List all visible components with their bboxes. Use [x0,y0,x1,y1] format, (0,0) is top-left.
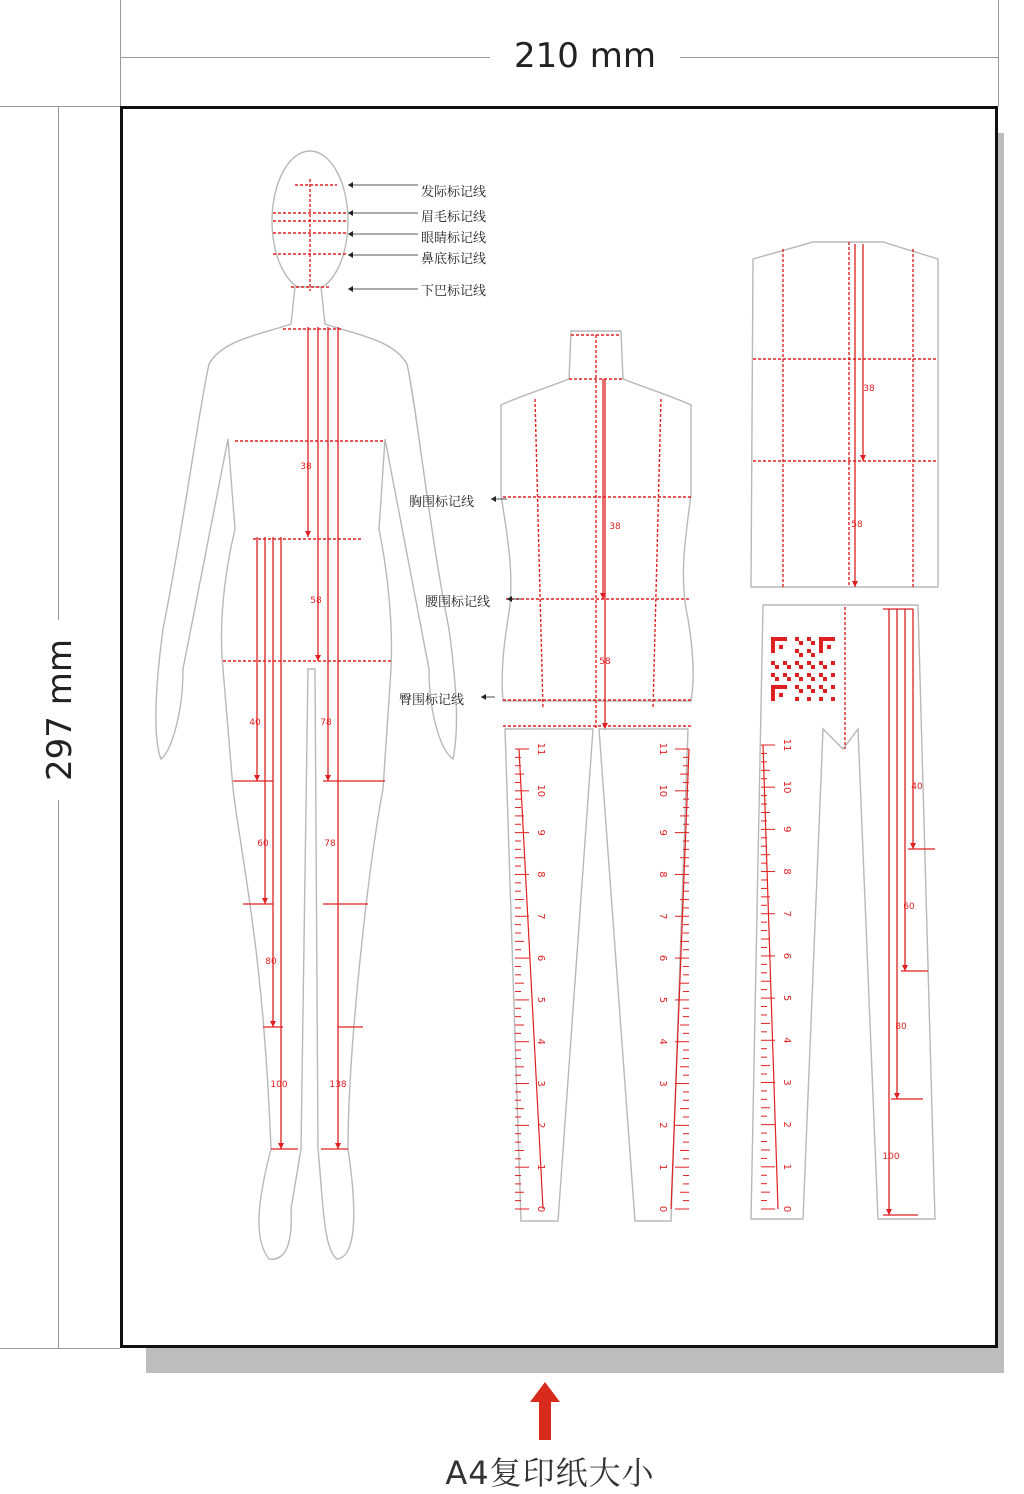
pant-leg-right [599,729,688,1221]
measure-number: 38 [863,384,875,394]
qr-module [831,637,835,641]
ruler-left-number: 4 [535,1038,546,1045]
ruler-left-number: 6 [535,954,546,962]
ruler-left-number: 2 [535,1122,546,1129]
measure-number: 78 [324,839,336,849]
pointer-head [348,286,353,292]
width-dimension-label: 210 mm [490,36,680,76]
qr-module [783,637,787,641]
eyebrow-line-label: 眉毛标记线 [421,210,487,225]
qr-module [771,661,775,665]
qr-module [771,645,775,649]
pointer-head [507,596,512,602]
qr-module [771,689,775,693]
qr-module [807,637,811,641]
qr-module [819,697,823,701]
pointer-head [491,496,496,502]
ruler-trouser-number: 10 [781,780,792,794]
pointer-head [348,210,353,216]
qr-module [831,673,835,677]
qr-module [823,677,827,681]
measure-number: 58 [851,520,863,530]
ruler-left-number: 3 [535,1080,546,1087]
qr-module [811,689,815,693]
ruler-left-number: 5 [535,996,546,1004]
measure-number: 40 [249,718,261,728]
ruler-right-number: 2 [657,1122,668,1129]
measure-number: 80 [895,1022,907,1032]
qr-module [775,665,779,669]
qr-module [799,689,803,693]
qr-module [827,637,831,641]
ruler-trouser-number: 3 [781,1079,792,1086]
eye-line-label: 眼睛标记线 [421,231,487,246]
ruler-trouser-number: 11 [781,738,792,752]
measure-number: 58 [310,596,322,606]
vest-block [751,242,938,587]
qr-module [831,685,835,689]
measure-number: 78 [320,718,332,728]
qr-module [823,637,827,641]
qr-module [787,665,791,669]
ruler-right-number: 3 [657,1080,668,1087]
qr-module [819,641,823,645]
ruler-right-number: 9 [657,829,668,836]
ruler-trouser-number: 9 [781,826,792,833]
ruler-right-number: 8 [657,871,668,878]
ruler-trouser-number: 5 [781,994,792,1002]
qr-module [811,677,815,681]
qr-module [787,677,791,681]
ruler-trouser-number: 1 [781,1163,792,1171]
ruler-left-number: 11 [535,742,546,756]
ruler-left-number: 8 [535,871,546,878]
bust-line-label: 胸围标记线 [409,495,475,510]
qr-module [779,645,783,649]
qr-module [811,641,815,645]
qr-module [831,697,835,701]
top-guide-left [120,0,121,106]
ruler-left-number: 1 [535,1163,546,1171]
qr-module [783,661,787,665]
qr-module [795,661,799,665]
ruler-right-number: 11 [657,742,668,756]
ruler-right-number: 1 [657,1163,668,1171]
qr-module [775,637,779,641]
nose-line-label: 鼻底标记线 [421,252,487,267]
qr-module [795,697,799,701]
qr-module [783,685,787,689]
measure-number: 60 [257,839,269,849]
figure-body [156,287,457,1259]
hairline-label: 发际标记线 [421,185,487,200]
measure-number: 80 [265,957,277,967]
qr-module [795,649,799,653]
qr-module [807,685,811,689]
qr-module [819,685,823,689]
a4-sheet [120,106,998,1348]
qr-module [795,685,799,689]
measure-number: 58 [599,657,611,667]
chin-line-label: 下巴标记线 [421,284,487,299]
measure-number: 100 [882,1152,900,1162]
ruler-trouser-number: 2 [781,1121,792,1128]
qr-module [811,665,815,669]
ruler-trouser-number: 6 [781,952,792,960]
qr-module [807,649,811,653]
pointer-head [348,231,353,237]
qr-module [795,673,799,677]
measure-number: 38 [609,522,621,532]
qr-module [779,637,783,641]
ruler-right-number: 4 [657,1038,668,1045]
qr-module [819,645,823,649]
qr-module [819,637,823,641]
measure-number: 100 [270,1080,288,1090]
hip-line-label: 臀围标记线 [399,693,465,708]
ruler-right-number: 0 [657,1205,668,1213]
waist-line-label: 腰围标记线 [425,595,491,610]
qr-module [771,649,775,653]
paper-size-caption: A4复印纸大小 [445,1454,655,1492]
qr-module [799,641,803,645]
ruler-right-number: 6 [657,954,668,962]
qr-module [819,661,823,665]
qr-module [831,661,835,665]
measure-number: 138 [329,1080,347,1090]
template-artwork [123,109,998,1348]
qr-module [771,673,775,677]
ruler-right-number: 10 [657,784,668,798]
qr-module [771,697,775,701]
arrow-head [602,723,608,729]
ruler-left-number: 10 [535,784,546,798]
ruler-trouser-number: 8 [781,868,792,875]
dress-form [501,331,693,701]
ruler-left-number: 0 [535,1205,546,1213]
qr-module [771,637,775,641]
measure-number: 38 [300,462,312,472]
measure-number: 40 [911,782,923,792]
qr-module [799,653,803,657]
ruler-left-number: 7 [535,913,546,920]
qr-module [779,693,783,697]
ruler-trouser-number: 7 [781,910,792,917]
pointer-head [348,182,353,188]
qr-module [771,693,775,697]
qr-module [771,685,775,689]
qr-module [823,665,827,669]
qr-module [807,697,811,701]
measure-number: 60 [903,902,915,912]
qr-module [823,689,827,693]
qr-module [807,673,811,677]
ruler-left-number: 9 [535,829,546,836]
height-dimension-label: 297 mm [40,620,80,800]
qr-module [807,661,811,665]
qr-module [819,673,823,677]
qr-module [799,677,803,681]
qr-module [771,641,775,645]
left-guide-top [0,106,120,107]
ruler-right-number: 7 [657,913,668,920]
qr-module [819,649,823,653]
pointer-head [481,694,486,700]
qr-module [795,637,799,641]
ruler-trouser-number: 4 [781,1037,792,1044]
qr-module [799,665,803,669]
qr-module [775,677,779,681]
top-guide-right [998,0,999,106]
pointer-head [348,252,353,258]
qr-module [827,645,831,649]
qr-module [779,685,783,689]
arrow-up-icon [530,1382,560,1442]
left-guide-bottom [0,1348,120,1349]
qr-module [811,653,815,657]
ruler-right-number: 5 [657,996,668,1004]
qr-module [783,673,787,677]
ruler-trouser-number: 0 [781,1205,792,1213]
qr-module [775,685,779,689]
